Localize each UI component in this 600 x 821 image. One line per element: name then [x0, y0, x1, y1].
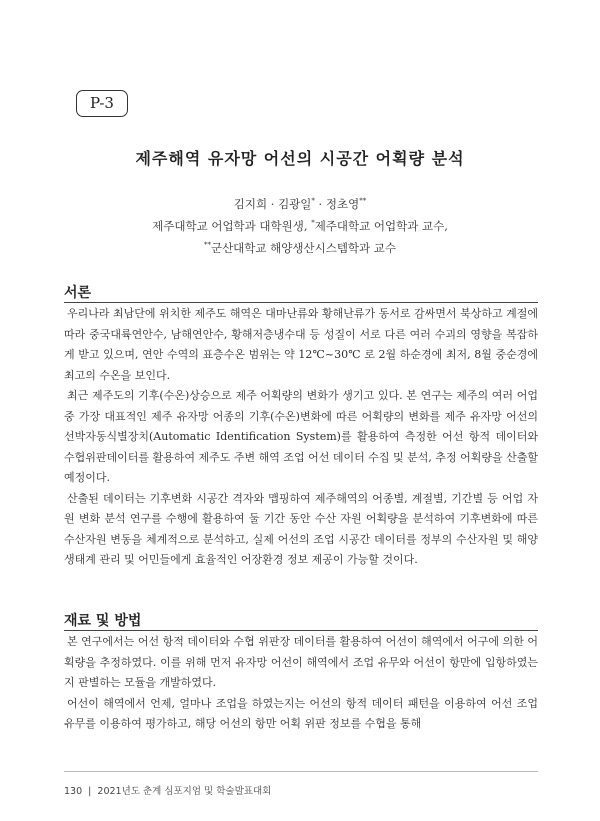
section-rule	[64, 302, 538, 303]
section-rule	[64, 630, 538, 631]
paragraph: 어선이 해역에서 언제, 얼마나 조업을 하였는지는 어선의 항적 데이터 패턴을 이용하여 어선 조업 유무를 이용하여 평가하고, 해당 어선의 항만 어획 위판 정보를 수협을 통해	[64, 696, 538, 730]
methods-body	[64, 632, 538, 735]
page-number: 130	[64, 786, 83, 797]
paragraph: 우리나라 최남단에 위치한 제주도 해역은 대마난류와 황해난류가 동서로 감싸면서 북상하고 계절에 따라 중국대륙연안수, 남해연안수, 황해저층냉수대 등 성질이 서로 다른 여러 수괴의 영향을 복잡하게 받고 있으며, 연안 수역의 표층수온 범위는 약 12℃~30℃ 로 2월 하순경에 최저, 8월 중순경에 최고의 수온을 보인다.	[64, 307, 538, 382]
footer-divider	[64, 771, 538, 772]
paragraph: 최근 제주도의 기후(수온)상승으로 제주 어획량의 변화가 생기고 있다. 본 연구는 제주의 여러 어업 중 가장 대표적인 제주 유자망 어종의 기후(수온)변화에 따른 어획량의 변화를 제주 유자망 어선의 선박자동식별장치(Automatic Identification System)를 활용하여 측정한 어선 항적 데이터와 수협위판데이터를 활용하여 제주도 주변 해역 조업 어선 데이터 수집 및 분석, 추정 어획량을 산출할 예정이다.	[64, 389, 538, 484]
affiliation-line-1: 제주대학교 어업학과 대학원생, *제주대학교 어업학과 교수,	[152, 218, 448, 233]
page-footer	[64, 783, 271, 797]
session-tag: P-3	[76, 90, 128, 117]
paragraph: 본 연구에서는 어선 항적 데이터와 수협 위판장 데이터를 활용하여 어선이 해역에서 어구에 의한 어획량을 추정하였다. 이를 위해 먼저 유자망 어선이 해역에서 조업 유무와 어선이 항만에 입항하였는지 판별하는 모듈을 개발하였다.	[64, 635, 538, 689]
author-block	[0, 192, 600, 257]
event-name: 2021년도 춘계 심포지엄 및 학술발표대회	[97, 786, 272, 797]
paper-title: 제주해역 유자망 어선의 시공간 어획량 분석	[135, 149, 465, 168]
paragraph: 산출된 데이터는 기후변화 시공간 격자와 맵핑하여 제주해역의 어종별, 계절별, 기간별 등 어업 자원 변화 분석 연구를 수행에 활용하여 둘 기간 동안 수산 자원 어획량을 분석하여 기후변화에 따른 수산자원 변동을 체계적으로 분석하고, 실제 어선의 조업 시공간 데이터를 정부의 수산자원 및 해양생태계 관리 및 어민들에게 효율적인 어장환경 정보 제공이 가능할 것이다.	[64, 491, 538, 566]
section-heading-methods: 재료 및 방법	[64, 613, 142, 629]
footer-separator: |	[88, 786, 92, 797]
author-names: 김지희 · 김광일* · 정초영**	[233, 196, 367, 211]
affiliation-line-2: **군산대학교 해양생산시스템학과 교수	[203, 240, 397, 255]
introduction-body	[64, 304, 538, 571]
section-heading-introduction: 서론	[64, 285, 92, 301]
